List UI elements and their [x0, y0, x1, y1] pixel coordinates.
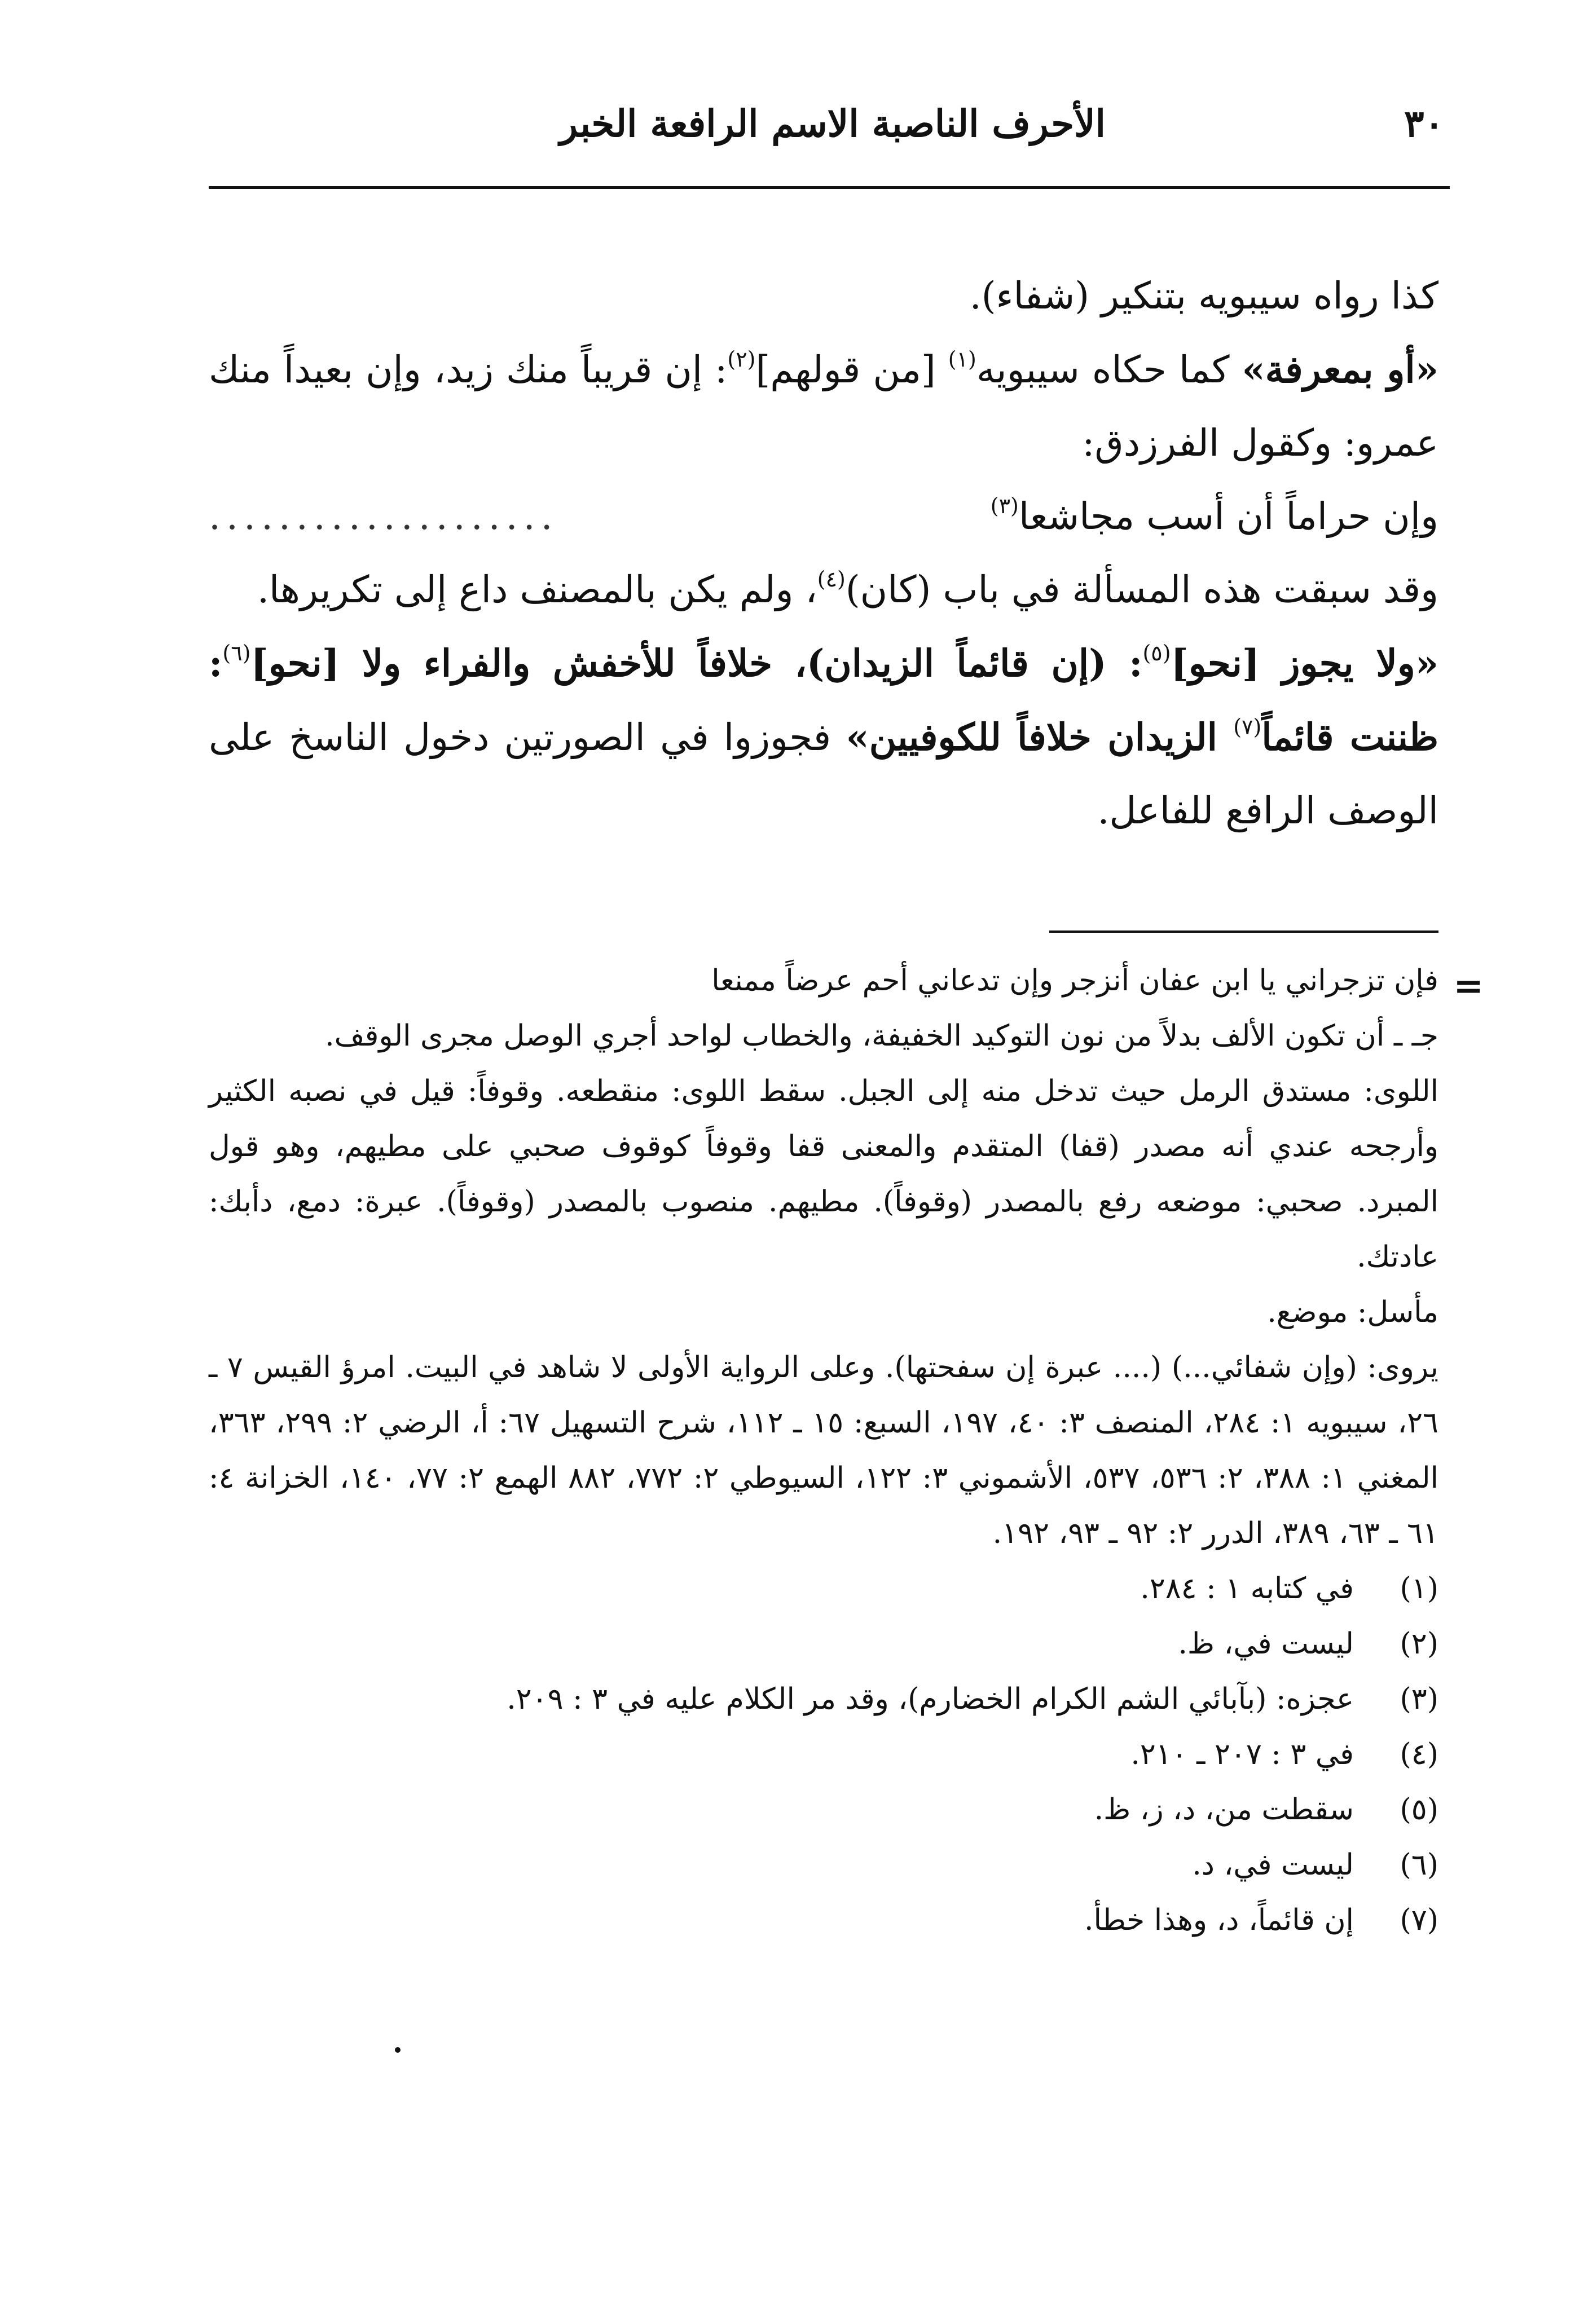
verse-text: وإن حراماً أن أسب مجاشعا	[1018, 495, 1438, 538]
paragraph-3-text-a: وقد سبقت هذه المسألة في باب (كان)	[845, 568, 1438, 611]
note-paragraph-3: مأسل: موضع.	[1267, 1295, 1438, 1329]
note-paragraph-2: اللوى: مستدق الرمل حيث تدخل منه إلى الجبل. سقط اللوى: منقطعه. وقوفاً: قيل في نصبه الكثير وأرجحه عندي أنه مصدر (قفا) المتقدم والمعنى قفا وقوفاً كوقوف صحبي على مطيهم، وهو قول المبرد. صحبي: موضعه رفع بالمصدر (وقوفاً). مطيهم. منصوب بالمصدر (وقوفاً). عبرة: دمع، دأبك: عادتك.	[209, 1074, 1439, 1274]
note-paragraph-4: يروى: (وإن شفائي...) (.... عبرة إن سفحتها). وعلى الرواية الأولى لا شاهد في البيت. امرؤ القيس ٧ ـ ٢٦، سيبويه ١: ٢٨٤، المنصف ٣: ٤٠، ١٩٧، السبع: ١٥ ـ ١١٢، شرح التسهيل ٦٧: أ، الرضي ٢: ٢٩٩، ٣٦٣، المغني ١: ٣٨٨، ٢: ٥٣٦، ٥٣٧، الأشموني ٣: ١٢٢، السيوطي ٢: ٧٧٢، ٨٨٢ الهمع ٢: ٧٧، ١٤٠، الخزانة ٤: ٦١ ـ ٦٣، ٣٨٩، الدرر ٢: ٩٢ ـ ٩٣، ١٩٢.	[209, 1351, 1439, 1550]
footnote-number: (٤)	[1400, 1738, 1438, 1771]
verse-hemistich	[991, 480, 1438, 553]
paragraph-4-text: فجوزوا في الصورتين دخول الناسخ على الوصف الرافع للفاعل.	[209, 716, 1438, 832]
footnote-item	[209, 1837, 1438, 1893]
page-header	[209, 85, 1450, 175]
footnote-number: (٦)	[1400, 1848, 1438, 1882]
footnote-ref-7: (٧)	[1233, 715, 1262, 739]
paragraph-2-text-a: كما حكاه سيبويه	[976, 348, 1242, 391]
footnote-ref-2: (٢)	[727, 347, 756, 372]
verse-ellipsis: ....................	[209, 495, 558, 538]
footnote-item	[209, 1782, 1438, 1837]
footnote-ref-3: (٣)	[990, 493, 1019, 518]
footnote-text: عجزه: (بآبائي الشم الكرام الخضارم)، وقد مر الكلام عليه في ٣ : ٢٠٩.	[507, 1682, 1354, 1716]
footnote-ref-5: (٥)	[1142, 641, 1171, 665]
footnote-text: إن قائماً، د، وهذا خطأ.	[1084, 1903, 1354, 1937]
note-verse-line: فإن تزجراني يا ابن عفان أنزجر وإن تدعاني أحم عرضاً ممنعا	[711, 964, 1438, 998]
footnote-number: (٧)	[1400, 1903, 1438, 1937]
paragraph-3-text-b: ، ولم يكن بالمصنف داع إلى تكريرها.	[257, 568, 817, 611]
footnote-item	[209, 1561, 1438, 1616]
footnote-list	[209, 1561, 1438, 1948]
continuation-mark: =	[1453, 965, 1484, 1007]
paragraph-4-bold-a: «ولا يجوز [نحو]	[1171, 641, 1438, 685]
paragraph-2-bold: «أو بمعرفة»	[1242, 347, 1439, 391]
footnote-ref-4: (٤)	[817, 567, 846, 592]
paragraph-3	[209, 553, 1438, 627]
footnote-item	[209, 1727, 1438, 1782]
paragraph-1-text: كذا رواه سيبويه بتنكير (شفاء).	[969, 274, 1438, 317]
footnote-item	[209, 1893, 1438, 1948]
paragraph-1	[209, 259, 1438, 333]
footnote-item	[209, 1672, 1438, 1727]
page-number: ٣٠	[1404, 102, 1444, 145]
note-paragraph-1: جـ ـ أن تكون الألف بدلاً من نون التوكيد الخفيفة، والخطاب لواحد أجري الوصل مجرى الوقف.	[325, 1019, 1438, 1053]
footnote-number: (٢)	[1400, 1627, 1438, 1661]
header-rule	[209, 186, 1450, 189]
footnote-text: في كتابه ١ : ٢٨٤.	[1140, 1572, 1354, 1606]
footnote-number: (٥)	[1400, 1793, 1438, 1827]
footnote-number: (١)	[1400, 1572, 1438, 1606]
footnote-number: (٣)	[1400, 1682, 1438, 1716]
paragraph-4-bold-b: : (إن قائماً الزيدان)، خلافاً للأخفش والفراء ولا [نحو]	[250, 641, 1143, 685]
paragraph-2-text-c: : إن قريباً منك زيد، وإن بعيداً منك عمرو: وكقول الفرزدق:	[209, 348, 1438, 465]
paragraph-2	[209, 333, 1438, 480]
main-text	[209, 259, 1438, 848]
footnotes	[209, 953, 1484, 1948]
footnote-text: ليست في، ظ.	[1178, 1627, 1354, 1661]
ink-dot	[395, 2047, 401, 2053]
footnote-ref-6: (٦)	[222, 641, 251, 665]
footnote-rule	[1049, 931, 1438, 933]
verse-line	[209, 480, 1438, 553]
running-title: الأحرف الناصبة الاسم الرافعة الخبر	[560, 102, 1106, 145]
paragraph-2-text-b: [من قولهم]	[755, 348, 948, 391]
paragraph-4	[209, 627, 1438, 848]
footnote-ref-1: (١)	[948, 347, 976, 372]
footnote-text: سقطت من، د، ز، ظ.	[1094, 1793, 1354, 1827]
footnote-text: ليست في، د.	[1192, 1848, 1354, 1882]
paragraph-4-bold-d: الزيدان خلافاً للكوفيين»	[846, 715, 1234, 759]
paragraph-4-bold-c: : ظننت قائماً	[209, 641, 1438, 759]
footnote-item	[209, 1616, 1438, 1672]
footnote-text: في ٣ : ٢٠٧ ـ ٢١٠.	[1130, 1738, 1354, 1771]
